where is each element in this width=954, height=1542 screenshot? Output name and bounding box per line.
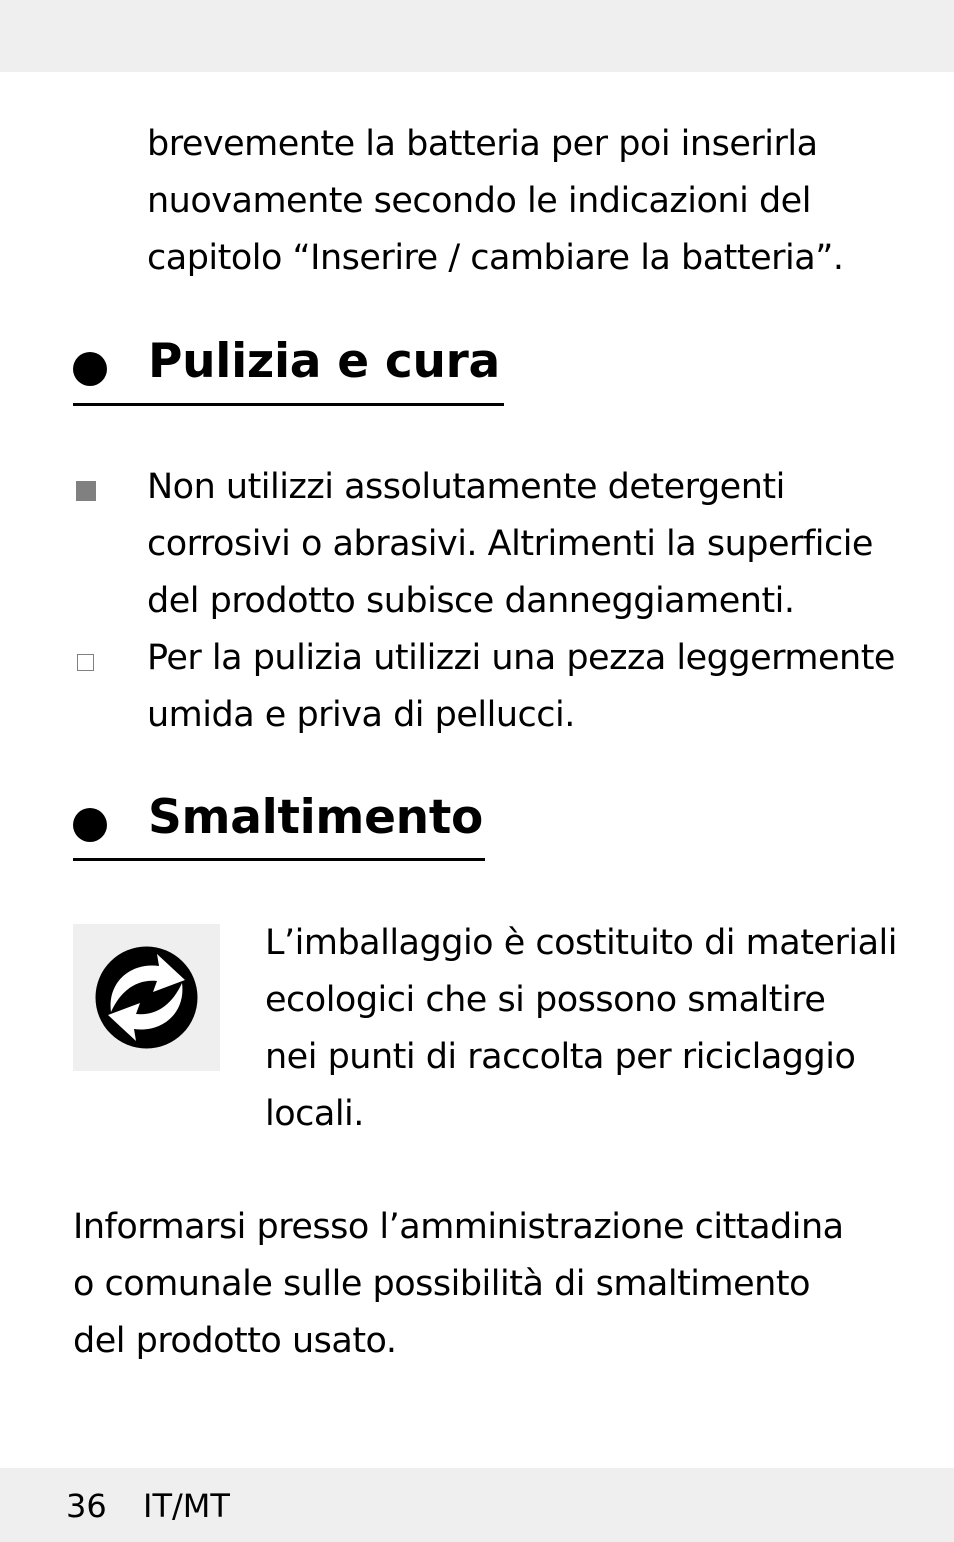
paragraph-line: nei punti di raccolta per riciclaggio bbox=[265, 1037, 856, 1077]
page-number: 36 bbox=[66, 1487, 107, 1525]
green-dot-recycling-icon bbox=[73, 924, 220, 1071]
bullet-text bbox=[147, 630, 895, 744]
empty-square-bullet-icon bbox=[77, 654, 94, 671]
paragraph-line: L’imballaggio è costituito di materiali bbox=[265, 923, 897, 963]
paragraph-line: del prodotto usato. bbox=[73, 1321, 397, 1361]
bullet-line: umida e priva di pellucci. bbox=[147, 695, 575, 735]
intro-paragraph bbox=[147, 116, 843, 287]
heading-underline bbox=[73, 858, 485, 861]
intro-line: capitolo “Inserire / cambiare la batteria”. bbox=[147, 238, 844, 278]
bullet-line: corrosivi o abrasivi. Altrimenti la superficie bbox=[147, 524, 873, 564]
paragraph-line: Informarsi presso l’amministrazione cittadina bbox=[73, 1207, 844, 1247]
intro-line: nuovamente secondo le indicazioni del bbox=[147, 181, 811, 221]
paragraph-line: ecologici che si possono smaltire bbox=[265, 980, 826, 1020]
packaging-paragraph bbox=[265, 915, 897, 1143]
bullet-line: Non utilizzi assolutamente detergenti bbox=[147, 467, 785, 507]
bullet-text bbox=[147, 459, 873, 630]
heading-bullet-dot bbox=[73, 352, 107, 386]
bullet-line: Per la pulizia utilizzi una pezza leggermente bbox=[147, 638, 895, 678]
paragraph-line: o comunale sulle possibilità di smaltimento bbox=[73, 1264, 810, 1304]
section-heading-cleaning bbox=[73, 334, 505, 414]
recycling-arrows-icon bbox=[73, 924, 220, 1071]
intro-line: brevemente la batteria per poi inserirla bbox=[147, 124, 818, 164]
section-title: Pulizia e cura bbox=[148, 334, 500, 389]
bullet-line: del prodotto subisce danneggiamenti. bbox=[147, 581, 795, 621]
header-band bbox=[0, 0, 954, 72]
heading-underline bbox=[73, 403, 504, 406]
disposal-info-paragraph bbox=[73, 1199, 844, 1370]
section-heading-disposal bbox=[73, 790, 485, 870]
paragraph-line: locali. bbox=[265, 1094, 364, 1134]
filled-square-bullet-icon bbox=[76, 481, 96, 501]
heading-bullet-dot bbox=[73, 808, 107, 842]
section-title: Smaltimento bbox=[148, 790, 483, 845]
language-code: IT/MT bbox=[143, 1487, 230, 1525]
